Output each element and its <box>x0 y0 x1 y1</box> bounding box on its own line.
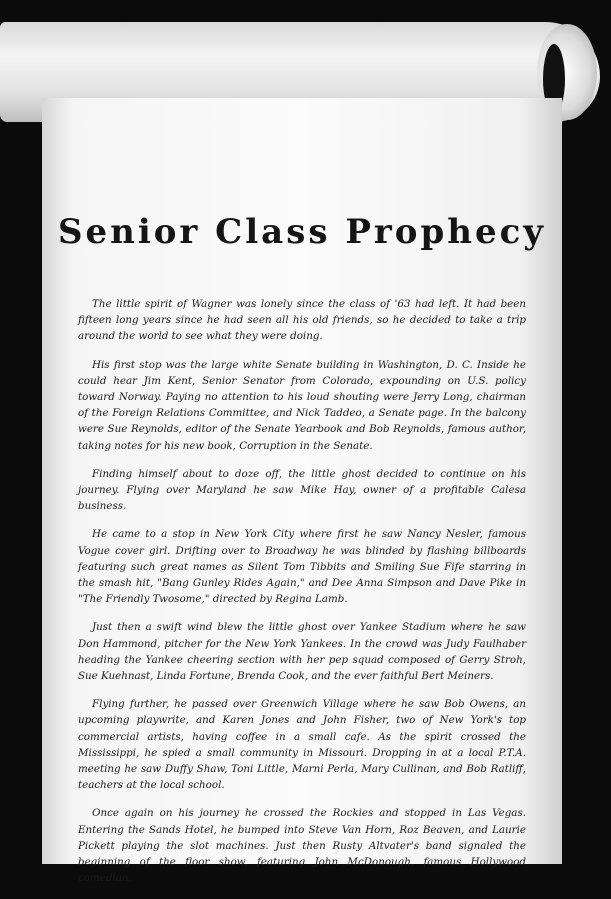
prophecy-text <box>78 296 526 899</box>
paragraph-5: Just then a swift wind blew the little ghost over Yankee Stadium where he saw Don Hammond, pitcher for the New York Yankees. In the crowd was Judy Faulhaber heading the Yankee cheering section with her pep squad composed of Gerry Stroh, Sue Kuehnast, Linda Fortune, Brenda Cook, and the ever faithful Bert Meiners. <box>78 621 526 683</box>
paragraph-2: His first stop was the large white Senate building in Washington, D. C. Inside he could hear Jim Kent, Senior Senator from Colorado, expounding on U.S. policy toward Norway. Paying no attention to his loud shouting were Jerry Long, chairman of the Foreign Relations Committee, and Nick Taddeo, a Senate page. In the balcony were Sue Reynolds, editor of the Senate Yearbook and Bob Reynolds, famous author, taking notes for his new book, Corruption in the Senate. <box>78 358 526 452</box>
paragraph-4: He came to a stop in New York City where first he saw Nancy Nesler, famous Vogue cover girl. Drifting over to Broadway he was blinded by flashing billboards featuring such great names as Silent Tom Tibbits and Smiling Sue Fife starring in the smash hit, "Bang Gunley Rides Again," and Dee Anna Simpson and Dave Pike in "The Friendly Twosome," directed by Regina Lamb. <box>78 528 526 606</box>
paragraph-3: Finding himself about to doze off, the little ghost decided to continue on his journey. Flying over Maryland he saw Mike Hay, owner of a profitable Calesa business. <box>78 467 526 513</box>
paragraph-7: Once again on his journey he crossed the Rockies and stopped in Las Vegas. Entering the Sands Hotel, he bumped into Steve Van Horn, Roz Beaven, and Laurie Pickett playing the slot machines. Just then Rusty Altvater's band signaled the beginning of the floor show, featuring John McDonough, famous Hollywood comedian. <box>78 807 526 885</box>
page-title: Senior Class Prophecy <box>57 212 547 252</box>
paragraph-1: The little spirit of Wagner was lonely since the class of '63 had left. It had been fifteen long years since he had seen all his old friends, so he decided to take a trip around the world to see what they were doing. <box>78 298 526 343</box>
paragraph-6: Flying further, he passed over Greenwich Village where he saw Bob Owens, an upcoming playwrite, and Karen Jones and John Fisher, two of New York's top commercial artists, having coffee in a small cafe. As the spirit crossed the Mississippi, he spied a small community in Missouri. Dropping in at a local P.T.A. meeting he saw Duffy Shaw, Toni Little, Marni Perla, Mary Cullinan, and Bob Ratliff, teachers at the local school. <box>78 698 526 792</box>
